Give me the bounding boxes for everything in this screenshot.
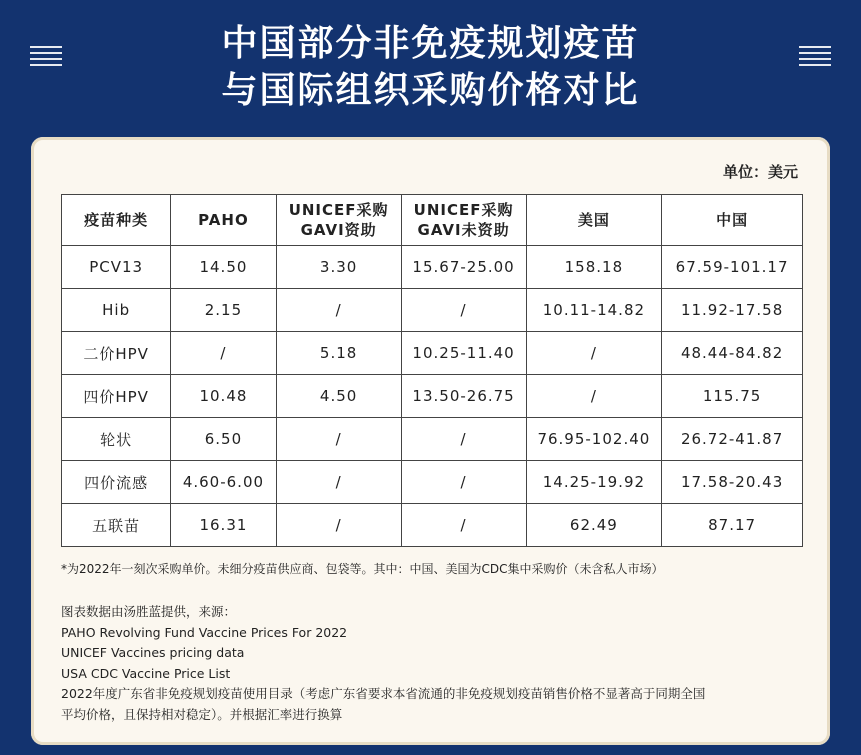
footnote: *为2022年一刻次采购单价。未细分疫苗供应商、包袋等。其中：中国、美国为CDC集中采购价（未含私人市场） bbox=[61, 562, 664, 576]
price-cell: 26.72-41.87 bbox=[662, 418, 803, 461]
title-line-1: 中国部分非免疫规划疫苗 bbox=[221, 23, 640, 64]
table-row bbox=[62, 461, 803, 504]
source-line: 2022年度广东省非免疫规划疫苗使用目录（考虑广东省要求本省流通的非免疫规划疫苗销售价格不显著高于同期全国 bbox=[61, 686, 706, 701]
vaccine-name-cell: 轮状 bbox=[62, 418, 171, 461]
vaccine-name-cell: 四价HPV bbox=[62, 375, 171, 418]
column-header: UNICEF采购 GAVI资助 bbox=[276, 195, 401, 246]
table-row bbox=[62, 418, 803, 461]
price-cell: 3.30 bbox=[276, 246, 401, 289]
column-header: PAHO bbox=[171, 195, 276, 246]
table-row bbox=[62, 375, 803, 418]
price-cell: 10.25-11.40 bbox=[401, 332, 526, 375]
price-cell: / bbox=[526, 332, 662, 375]
price-cell: / bbox=[401, 504, 526, 547]
price-cell: 67.59-101.17 bbox=[662, 246, 803, 289]
source-line: UNICEF Vaccines pricing data bbox=[61, 645, 245, 660]
price-cell: 14.25-19.92 bbox=[526, 461, 662, 504]
price-cell: / bbox=[276, 289, 401, 332]
price-cell: 158.18 bbox=[526, 246, 662, 289]
column-header: UNICEF采购 GAVI未资助 bbox=[401, 195, 526, 246]
price-cell: / bbox=[276, 504, 401, 547]
price-cell: 16.31 bbox=[171, 504, 276, 547]
price-cell: 62.49 bbox=[526, 504, 662, 547]
price-cell: 76.95-102.40 bbox=[526, 418, 662, 461]
table-row bbox=[62, 246, 803, 289]
price-cell: / bbox=[401, 418, 526, 461]
column-header: 美国 bbox=[526, 195, 662, 246]
price-cell: 5.18 bbox=[276, 332, 401, 375]
price-cell: 17.58-20.43 bbox=[662, 461, 803, 504]
price-cell: 2.15 bbox=[171, 289, 276, 332]
vaccine-name-cell: 二价HPV bbox=[62, 332, 171, 375]
price-cell: 11.92-17.58 bbox=[662, 289, 803, 332]
page-title bbox=[0, 20, 861, 114]
table-row bbox=[62, 332, 803, 375]
price-cell: 115.75 bbox=[662, 375, 803, 418]
price-cell: 13.50-26.75 bbox=[401, 375, 526, 418]
price-cell: 10.48 bbox=[171, 375, 276, 418]
price-cell: / bbox=[526, 375, 662, 418]
unit-label: 单位：美元 bbox=[722, 163, 798, 181]
price-table bbox=[61, 194, 803, 547]
price-cell: 4.60-6.00 bbox=[171, 461, 276, 504]
price-cell: 15.67-25.00 bbox=[401, 246, 526, 289]
price-cell: / bbox=[401, 289, 526, 332]
price-cell: 4.50 bbox=[276, 375, 401, 418]
table-body bbox=[62, 246, 803, 547]
content-card bbox=[31, 137, 830, 745]
column-header: 中国 bbox=[662, 195, 803, 246]
source-line: PAHO Revolving Fund Vaccine Prices For 2022 bbox=[61, 624, 348, 640]
sources-block bbox=[61, 602, 811, 725]
price-cell: / bbox=[401, 461, 526, 504]
source-line: 平均价格，且保持相对稳定）。并根据汇率进行换算 bbox=[61, 706, 343, 722]
price-cell: / bbox=[171, 332, 276, 375]
price-cell: / bbox=[276, 461, 401, 504]
price-cell: 6.50 bbox=[171, 418, 276, 461]
table-row bbox=[62, 289, 803, 332]
vaccine-name-cell: 五联苗 bbox=[62, 504, 171, 547]
price-cell: 87.17 bbox=[662, 504, 803, 547]
price-cell: 14.50 bbox=[171, 246, 276, 289]
vaccine-name-cell: PCV13 bbox=[62, 246, 171, 289]
vaccine-name-cell: 四价流感 bbox=[62, 461, 171, 504]
source-line: USA CDC Vaccine Price List bbox=[61, 665, 231, 681]
price-cell: 10.11-14.82 bbox=[526, 289, 662, 332]
table-header-row bbox=[62, 195, 803, 246]
price-cell: / bbox=[276, 418, 401, 461]
table-row bbox=[62, 504, 803, 547]
column-header: 疫苗种类 bbox=[62, 195, 171, 246]
vaccine-name-cell: Hib bbox=[62, 289, 171, 332]
price-cell: 48.44-84.82 bbox=[662, 332, 803, 375]
source-line: 图表数据由汤胜蓝提供，来源： bbox=[61, 604, 237, 619]
title-line-2: 与国际组织采购价格对比 bbox=[221, 70, 640, 111]
